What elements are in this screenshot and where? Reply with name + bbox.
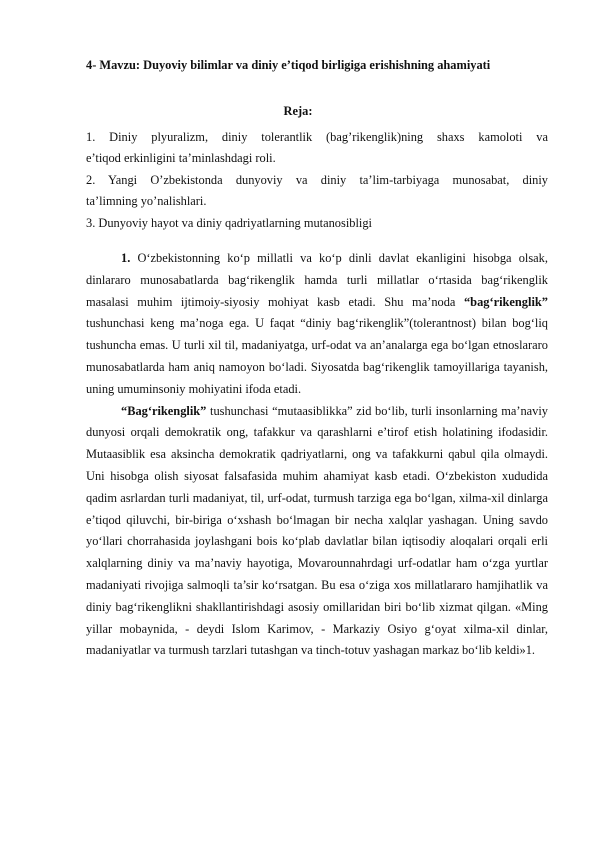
paragraph-2 [86, 401, 548, 663]
plan-item-2-line-1: 2. Yangi O’zbekistonda dunyoviy va diniy ta’lim-tarbiyaga munosabat, diniy [86, 173, 548, 187]
plan-item-1-line-2: e’tiqod erkinligini ta’minlashdagi roli. [86, 151, 276, 165]
paragraph-2-bold-term: “Bag‘rikenglik” [121, 403, 207, 418]
paragraph-1-bold-term: “bag‘rikenglik” [463, 294, 548, 309]
document-body [86, 248, 548, 662]
paragraph-2-text: tushunchasi “mutaasiblikka” zid bo‘lib, turli insonlarning ma’naviy dunyosi orqali demokratik ong, tafakkur va qarashlarni e’tirof etish holatining ifodasidir. Mutaasiblik esa aksincha demokratik qadriyatlarni, ong va tafakkurni qabul qila olmaydi. Uni hisobga olish siyosat falsafasida muhim ahamiyat kasb etadi. O‘zbekiston xududida qadim asrlardan turli madaniyat, til, urf-odat, turmush tarziga ega bo‘lgan, xilma-xil dinlarga e’tiqod qiluvchi, bir-biriga o‘xshash bo‘lmagan bir necha xalqlar yashagan. Uning savdo yo‘llari chorrahasida joylashgani bois ko‘plab davlatlar bilan iqtisodiy aloqalari orqali erli xalqlarning diniy va ma’naviy hayotiga, Movarounnahrdagi urf-odatlar ham o‘zga yurtlar madaniyati rivojiga salmoqli ta’sir ko‘rsatgan. Bu esa o‘ziga xos millatlararo hamjihatlik va diniy bag‘rikenglikni shakllantirishdagi asosiy omillaridan biri bo‘lib xizmat qilgan. «Ming yillar mobaynida, - deydi Islom Karimov, - Markaziy Osiyo g‘oyat xilma-xil dinlar, madaniyatlar va turmush tarzlari tutashgan va tinch-totuv yashagan markaz bo‘lib keldi»1. [86, 403, 548, 658]
paragraph-1-number: 1. [121, 251, 131, 265]
plan-item-3-line-1: 3. Dunyoviy hayot va diniy qadriyatlarning mutanosibligi [86, 216, 372, 230]
plan-heading: Reja: [283, 104, 313, 118]
plan-item-3 [86, 213, 548, 234]
paragraph-1-text-continued: tushunchasi keng ma’noga ega. U faqat “diniy bag‘rikenglik”(tolerantnost) bilan bog‘liq tushuncha emas. U turli xil til, madaniyatga, urf-odat va an’analarga ega bo‘lgan etnoslararo munosabatlarda ham aniq namoyon bo‘ladi. Siyosatda bag‘rikenglik tamoyillariga tayanish, uning umuminsoniy mohiyatini ifoda etadi. [86, 316, 548, 396]
plan-item-1-line-1: 1. Diniy plyuralizm, diniy tolerantlik (bag’rikenglik)ning shaxs kamoloti va [86, 130, 548, 144]
paragraph-1 [86, 248, 548, 401]
plan-item-2-line-2: ta’limning yo’nalishlari. [86, 194, 207, 208]
document-title: 4- Mavzu: Duyoviy bilimlar va diniy e’tiqod birligiga erishishning ahamiyati [86, 58, 491, 72]
plan-item-2 [86, 170, 548, 212]
paragraph-1-text: O‘zbekistonning ko‘p millatli va ko‘p dinli davlat ekanligini hisobga olsak, dinlararo munosabatlarda bag‘rikenglik hamda turli millatlar o‘rtasida bag‘rikenglik masalasi muhim ijtimoiy-siyosiy mohiyat kasb etadi. Shu ma’noda [86, 251, 548, 309]
plan-item-1 [86, 127, 548, 169]
